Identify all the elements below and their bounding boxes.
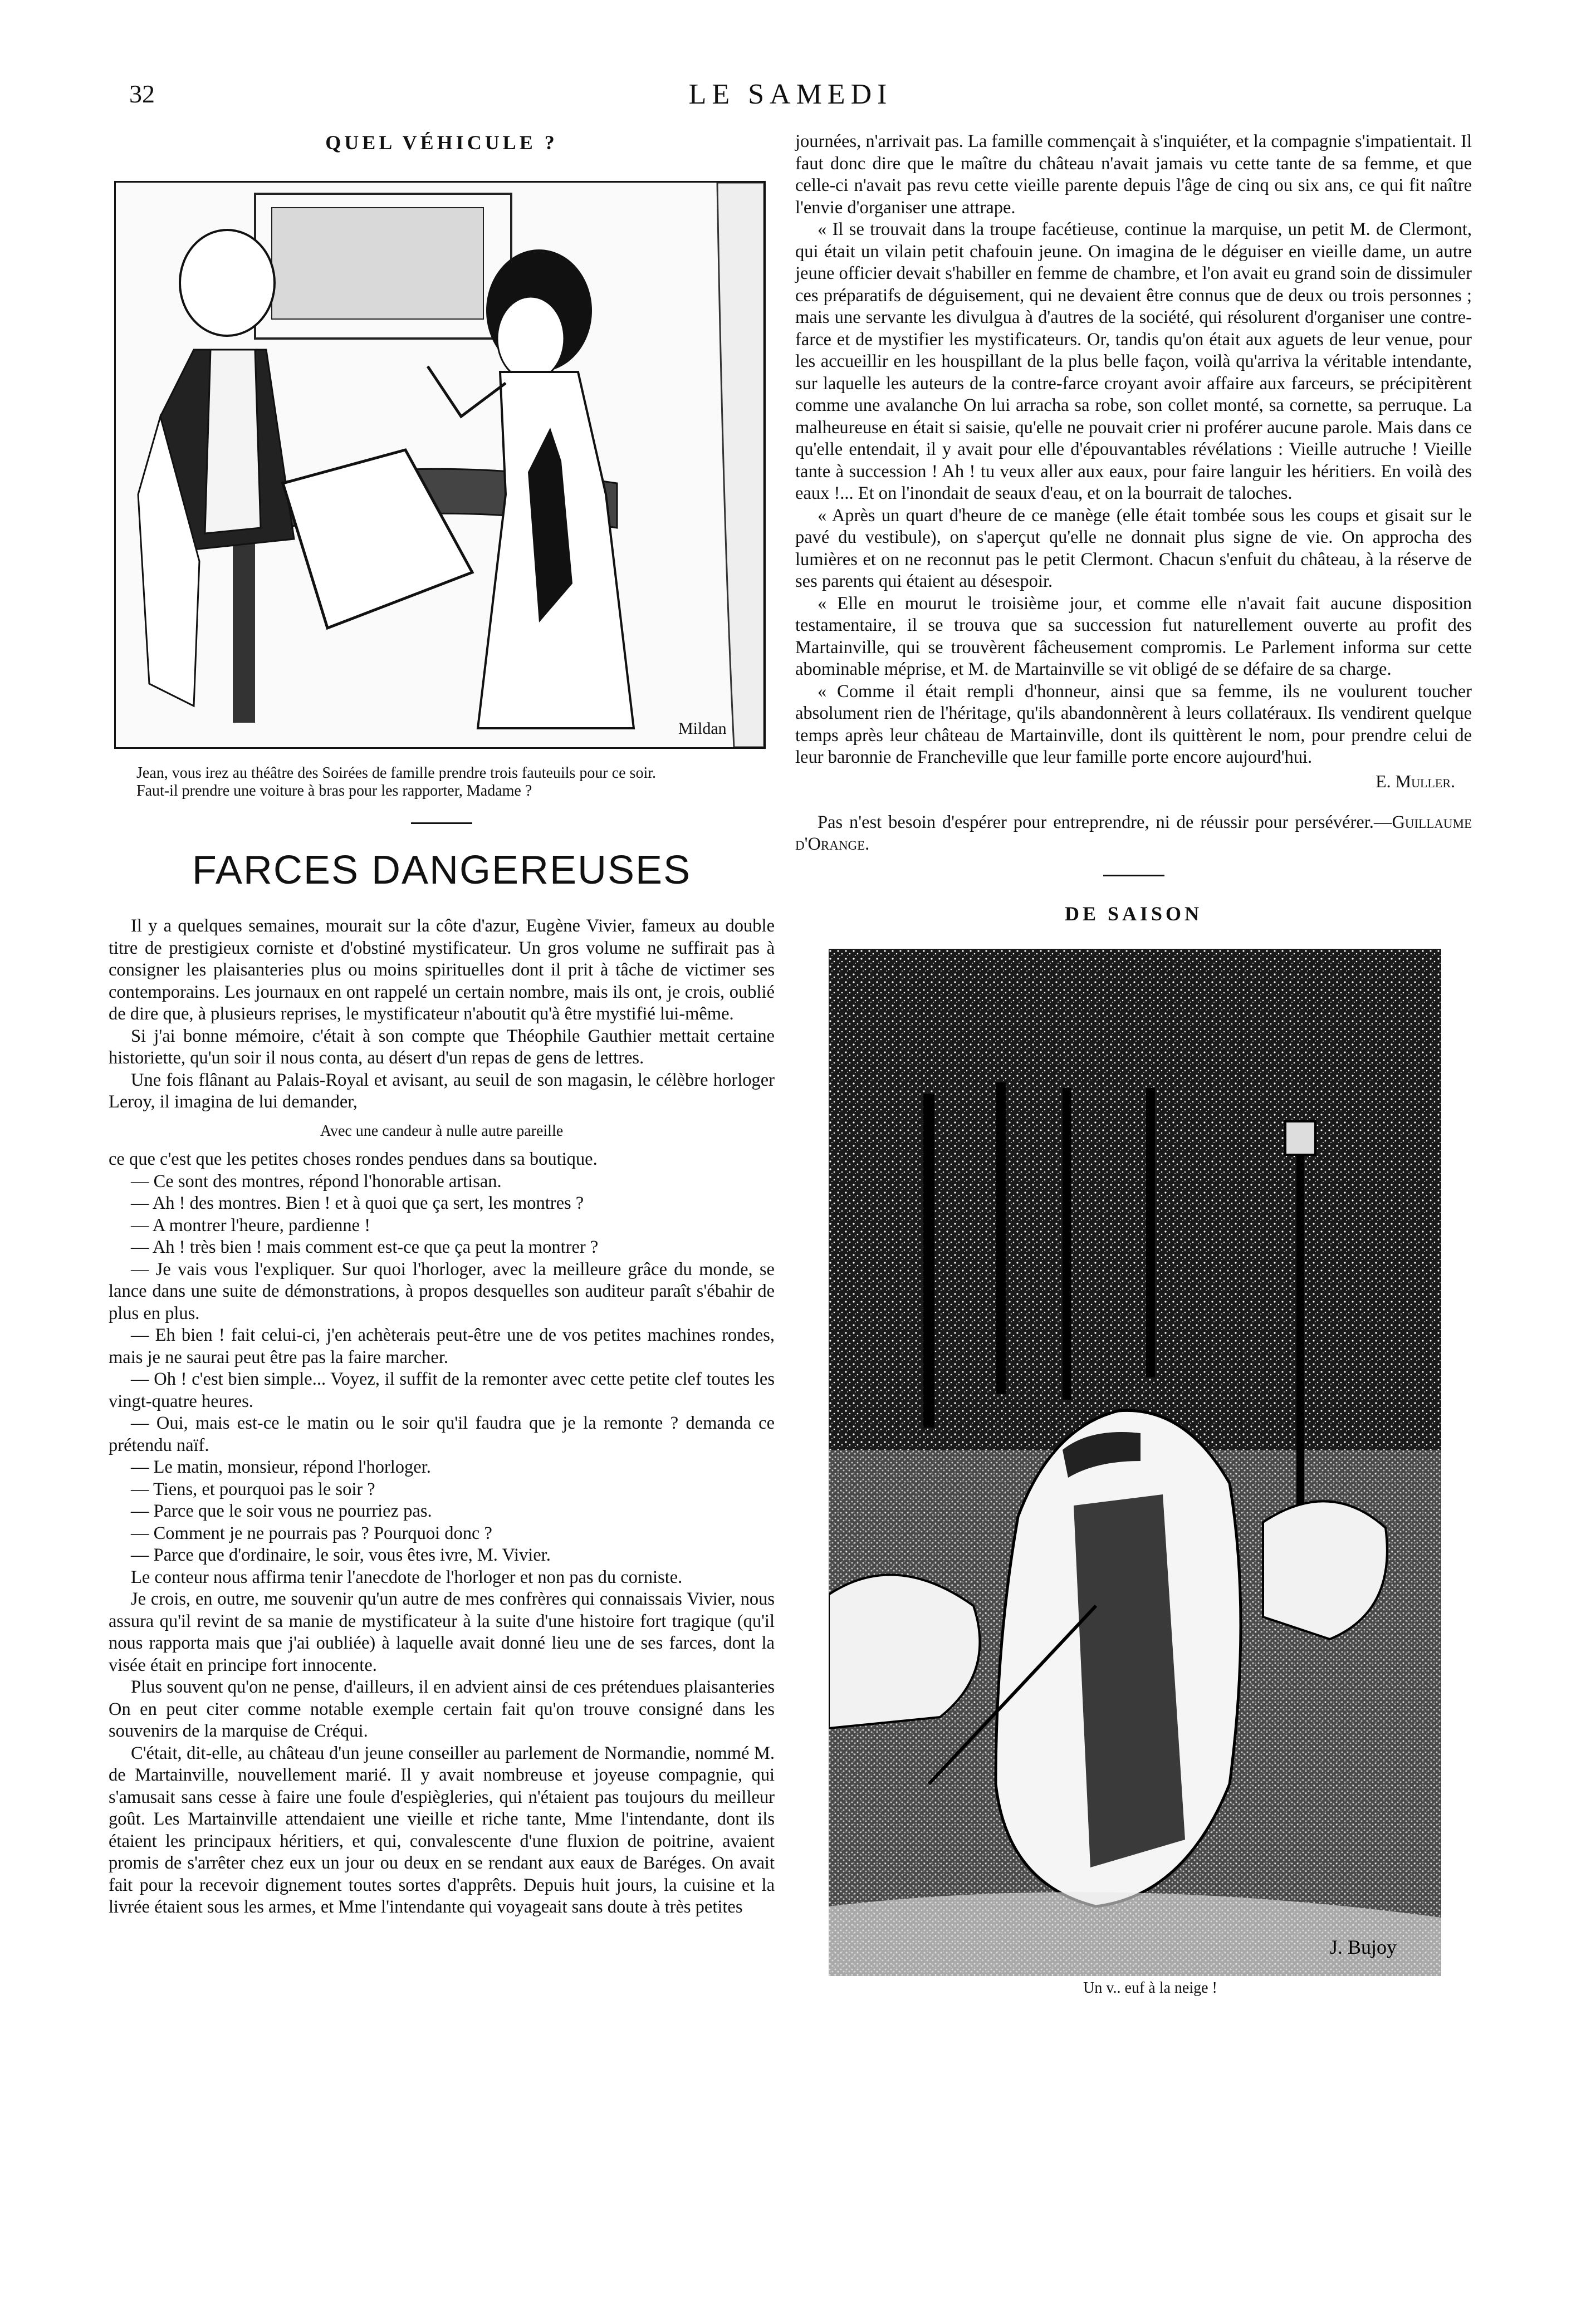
quote-text: Pas n'est besoin d'espérer pour entreprendre, ni de réussir pour persévérer.—	[818, 812, 1392, 832]
saison-title: DE SAISON	[1064, 902, 1203, 925]
quote-author: Guillaume d'Orange.	[795, 812, 1472, 854]
article-paragraph: « Comme il était rempli d'honneur, ainsi que sa femme, ils ne voulurent toucher absolument rien de l'héritage, qu'ils abandonnèrent à leurs collatéraux. Ils vendirent quelque temps après leur château de Martainville, dont ils quittèrent le nom, pour prendre celui de leur baronnie de Francheville que leur famille porte encore aujourd'hui.	[795, 681, 1472, 767]
separator-rule	[1103, 875, 1164, 876]
dialogue-line: — Parce que d'ordinaire, le soir, vous êtes ivre, M. Vivier.	[131, 1545, 551, 1565]
article-body-right	[795, 131, 1472, 769]
article-body-left	[109, 915, 775, 1919]
saison-illustration	[829, 949, 1441, 1976]
article-paragraph: « Il se trouvait dans la troupe facétieuse, continue la marquise, un petit M. de Clermont, qui était un vilain petit chafouin jeune. On imagina de le déguiser en vieille dame, un autre jeune officier devait s'habiller en femme de chambre, et l'on avait eu grand soin de dissimuler ces préparatifs de déguisement, qui ne devaient être connus que de deux ou trois personnes ; mais une servante les divulgua à d'autres de la société, qui résolurent d'organiser une contre-farce et de mystifier les mystificateurs. Or, tandis qu'on était aux aguets de leur venue, pour les accueillir en les houspillant de la plus belle façon, voilà qu'arriva la véritable intendante, sur laquelle les auteurs de la contre-farce croyant avoir affaire aux farceurs, se précipitèrent comme une avalanche On lui arracha sa robe, son collet monté, sa cornette, sa perruque. La malheureuse en était si saisie, qu'elle ne pouvait crier ni proférer aucune parole. Mais dans ce qu'elle entendait, il y avait pour elle d'épouvantables révélations : Vieille autruche ! Vieille tante à succession ! Ah ! tu veux aller aux eaux, pour faire languir les héritiers. En voilà des eaux !... Et on l'inondait de seaux d'eau, et on la bourrait de taloches.	[795, 219, 1472, 503]
dialogue-line: — Oh ! c'est bien simple... Voyez, il suffit de la remonter avec cette petite clef toutes les vingt-quatre heures.	[109, 1369, 775, 1411]
snow-night-drawing	[829, 949, 1441, 1976]
cartoon-caption	[114, 764, 769, 800]
article-paragraph: Une fois flânant au Palais-Royal et avisant, au seuil de son magasin, le célèbre horloger Leroy, il imagina de lui demander,	[109, 1070, 775, 1112]
article-paragraph: « Elle en mourut le troisième jour, et comme elle n'avait fait aucune disposition testamentaire, il se trouva que sa succession fut naturellement ouverte au profit des Martainville, qui se trouvèrent fâcheusement compromis. Le Parlement informa sur cette abominable méprise, et M. de Martainville se vit obligé de se défaire de sa charge.	[795, 593, 1472, 679]
dialogue-line: — A montrer l'heure, pardienne !	[131, 1215, 371, 1235]
article-paragraph: Si j'ai bonne mémoire, c'était à son compte que Théophile Gauthier mettait certaine historiette, qu'un soir il nous conta, au désert d'un repas de gens de lettres.	[109, 1026, 775, 1068]
dialogue-line: — Tiens, et pourquoi pas le soir ?	[131, 1479, 375, 1499]
article-paragraph: journées, n'arrivait pas. La famille commençait à s'inquiéter, et la compagnie s'impatientait. Il faut donc dire que le maître du château n'avait jamais vu cette tante de sa femme, et que celle-ci n'avait pas revu cette vieille parente depuis l'âge de cinq ou six ans, ce qui fit naître l'envie d'organiser une attrape.	[795, 131, 1472, 218]
masthead: LE SAMEDI	[688, 79, 893, 110]
page-number: 32	[129, 80, 155, 108]
article-paragraph: Plus souvent qu'on ne pense, d'ailleurs, il en advient ainsi de ces prétendues plaisanteries On en peut citer comme notable exemple certain fait qu'on trouve consigné dans les souvenirs de la marquise de Créqui.	[109, 1677, 775, 1741]
dialogue-line: — Ce sont des montres, répond l'honorable artisan.	[131, 1171, 502, 1192]
quote-block	[795, 812, 1472, 856]
article-signature: E. Muller.	[1376, 771, 1455, 791]
cartoon-illustration	[114, 181, 766, 749]
dialogue-line: — Le matin, monsieur, répond l'horloger.	[131, 1457, 431, 1477]
cartoon-drawing	[116, 183, 764, 747]
article-paragraph: Je crois, en outre, me souvenir qu'un autre de mes confrères qui connaissais Vivier, nous assura qu'il revint de sa manie de mystificateur à la suite d'une histoire fort tragique (qu'il nous rapporta mais que j'ai oubliée) à laquelle avait donné lieu une de ses farces, dont la visée était en principe fort innocente.	[109, 1589, 775, 1675]
article-paragraph: Il y a quelques semaines, mourait sur la côte d'azur, Eugène Vivier, fameux au double titre de prestigieux corniste et d'obstiné mystificateur. Un gros volume ne suffirait pas à consigner les plaisanteries plus ou moins spirituelles dont il prit à tâche de victimer ses contemporains. Les journaux en ont rappelé un certain nombre, mais ils ont, je crois, oublié de dire que, à plusieurs reprises, le mystificateur n'aboutit qu'à être mystifié lui-même.	[109, 916, 775, 1024]
article-paragraph: Le conteur nous affirma tenir l'anecdote de l'horloger et non pas du corniste.	[131, 1567, 683, 1587]
article-paragraph: « Après un quart d'heure de ce manège (elle était tombée sous les coups et gisait sur le pavé du vestibule), on s'aperçut qu'elle ne donnait plus signe de vie. On approcha des lumières et on ne reconnut pas le petit Clermont. Chacun s'enfuit du château, à la réserve de ses parents qui étaient au désespoir.	[795, 505, 1472, 591]
article-verse: Avec une candeur à nulle autre pareille	[320, 1122, 564, 1140]
cartoon-caption-line: Faut-il prendre une voiture à bras pour les rapporter, Madame ?	[136, 782, 532, 800]
dialogue-line: — Ah ! très bien ! mais comment est-ce que ça peut la montrer ?	[131, 1237, 599, 1257]
cartoon-signature: Mildan	[678, 719, 727, 738]
saison-signature: J. Bujoy	[1330, 1935, 1397, 1958]
dialogue-line: — Comment je ne pourrais pas ? Pourquoi donc ?	[131, 1523, 492, 1543]
dialogue-line: — Ah ! des montres. Bien ! et à quoi que ça sert, les montres ?	[131, 1193, 584, 1213]
dialogue-line: — Parce que le soir vous ne pourriez pas.	[131, 1501, 432, 1521]
separator-rule	[411, 822, 472, 824]
saison-caption: Un v.. euf à la neige !	[1083, 1979, 1217, 1997]
dialogue-line: — Oui, mais est-ce le matin ou le soir qu'il faudra que je la remonte ? demanda ce prétendu naïf.	[109, 1413, 775, 1455]
cartoon-caption-line: Jean, vous irez au théâtre des Soirées de famille prendre trois fauteuils pour ce soir.	[136, 764, 657, 782]
left-column	[109, 131, 775, 1919]
right-column	[795, 131, 1472, 1997]
quote-paragraph	[795, 812, 1472, 856]
article-paragraph: ce que c'est que les petites choses rondes pendues dans sa boutique.	[109, 1149, 598, 1169]
cartoon-title: QUEL VÉHICULE ?	[325, 131, 558, 154]
dialogue-line: — Eh bien ! fait celui-ci, j'en achèterais peut-être une de vos petites machines rondes, mais je ne saurai peut être pas la faire marcher.	[109, 1325, 775, 1367]
dialogue-line: — Je vais vous l'expliquer. Sur quoi l'horloger, avec la meilleure grâce du monde, se lance dans une suite de démonstrations, à propos desquelles son auditeur paraît s'ébahir de plus en plus.	[109, 1259, 775, 1323]
article-title: FARCES DANGEREUSES	[192, 848, 692, 893]
article-paragraph: C'était, dit-elle, au château d'un jeune conseiller au parlement de Normandie, nommé M. de Martainville, nouvellement marié. Il y avait nombreuse et joyeuse compagnie, qui s'amusait sans cesse à faire une foule d'espiègleries, qui n'étaient pas toujours du meilleur goût. Les Martainville attendaient une vieille et riche tante, Mme l'intendante, dont ils étaient les principaux héritiers, et qui, convalescente d'une fluxion de poitrine, avaient promis de s'arrêter chez eux un jour ou deux en se rendant aux eaux de Baréges. On avait fait pour la recevoir dignement toutes sortes d'apprêts. Depuis huit jours, la cuisine et la livrée étaient sous les armes, et Mme l'intendante qui voyageait sans doute à très petites	[109, 1743, 775, 1917]
